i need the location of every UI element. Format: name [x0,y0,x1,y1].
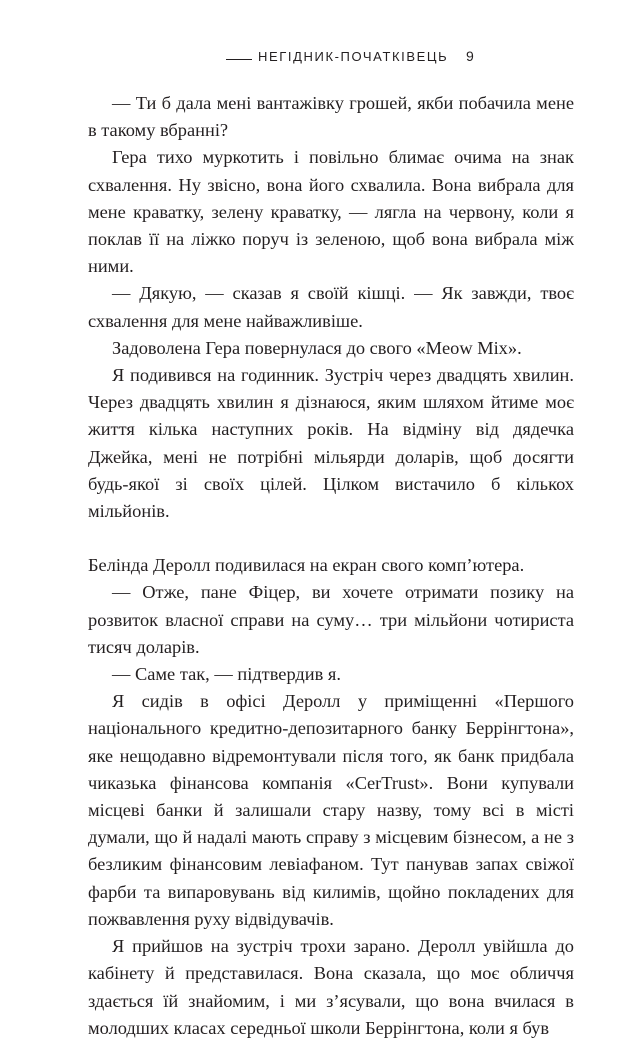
paragraph: — Саме так, — підтвердив я. [112,664,341,685]
paragraph: Я прийшов на зустріч трохи зарано. Деролл увійшла до кабінету й представилася. Вона сказала, що моє обличчя здається їй знайомим, і ми з’ясували, що вона вчилася в молодших класах середньої школи Беррінгтона, коли я був [88,936,574,1038]
header-rule [226,59,252,60]
running-head [226,46,476,70]
chapter-title: НЕГІДНИК-ПОЧАТКІВЕЦЬ [258,49,449,64]
paragraph: Белінда Деролл подивилася на екран свого комп’ютера. [88,555,525,576]
paragraph: — Ти б дала мені вантажівку грошей, якби побачила мене в такому вбранні? [88,93,574,141]
paragraph: Задоволена Гера повернулася до свого «Meow Mix». [112,337,522,358]
paragraph: — Дякую, — сказав я своїй кішці. — Як завжди, твоє схвалення для мене найважливіше. [88,283,574,331]
paragraph: Я сидів в офісі Деролл у приміщенні «Першого національного кредитно-депозитарного банку Беррінгтона», яке нещодавно відремонтували після того, як банк придбала чиказька фінансова компанія «CerTrust». Вони купували місцеві банки й залишали стару назву, тому всі в місті думали, що й надалі мають справу з місцевим бізнесом, а не з безликим фінансовим левіафаном. Тут панував запах свіжої фарби та випаровувань від килимів, щойно покладених для пожвавлення руху відвідувачів. [88,691,574,929]
page-number: 9 [466,48,474,64]
body-text [88,90,574,1042]
section-break [88,525,574,552]
paragraph: Гера тихо муркотить і повільно блимає очима на знак схвалення. Ну звісно, вона його схвалила. Вона вибрала для мене краватку, зелену краватку, — лягла на червону, коли я поклав її на ліжко поруч із зеленою, щоб вона вибрала між ними. [88,147,574,277]
paragraph: Я подивився на годинник. Зустріч через двадцять хвилин. Через двадцять хвилин я дізнаюся, яким шляхом йтиме моє життя кілька наступних років. На відміну від дядечка Джейка, мені не потрібні мільярди доларів, щоб досягти будь-якої зі своїх цілей. Цілком вистачило б кількох мільйонів. [88,365,574,522]
paragraph: — Отже, пане Фіцер, ви хочете отримати позику на розвиток власної справи на суму… три мільйони чотириста тисяч доларів. [88,582,574,657]
